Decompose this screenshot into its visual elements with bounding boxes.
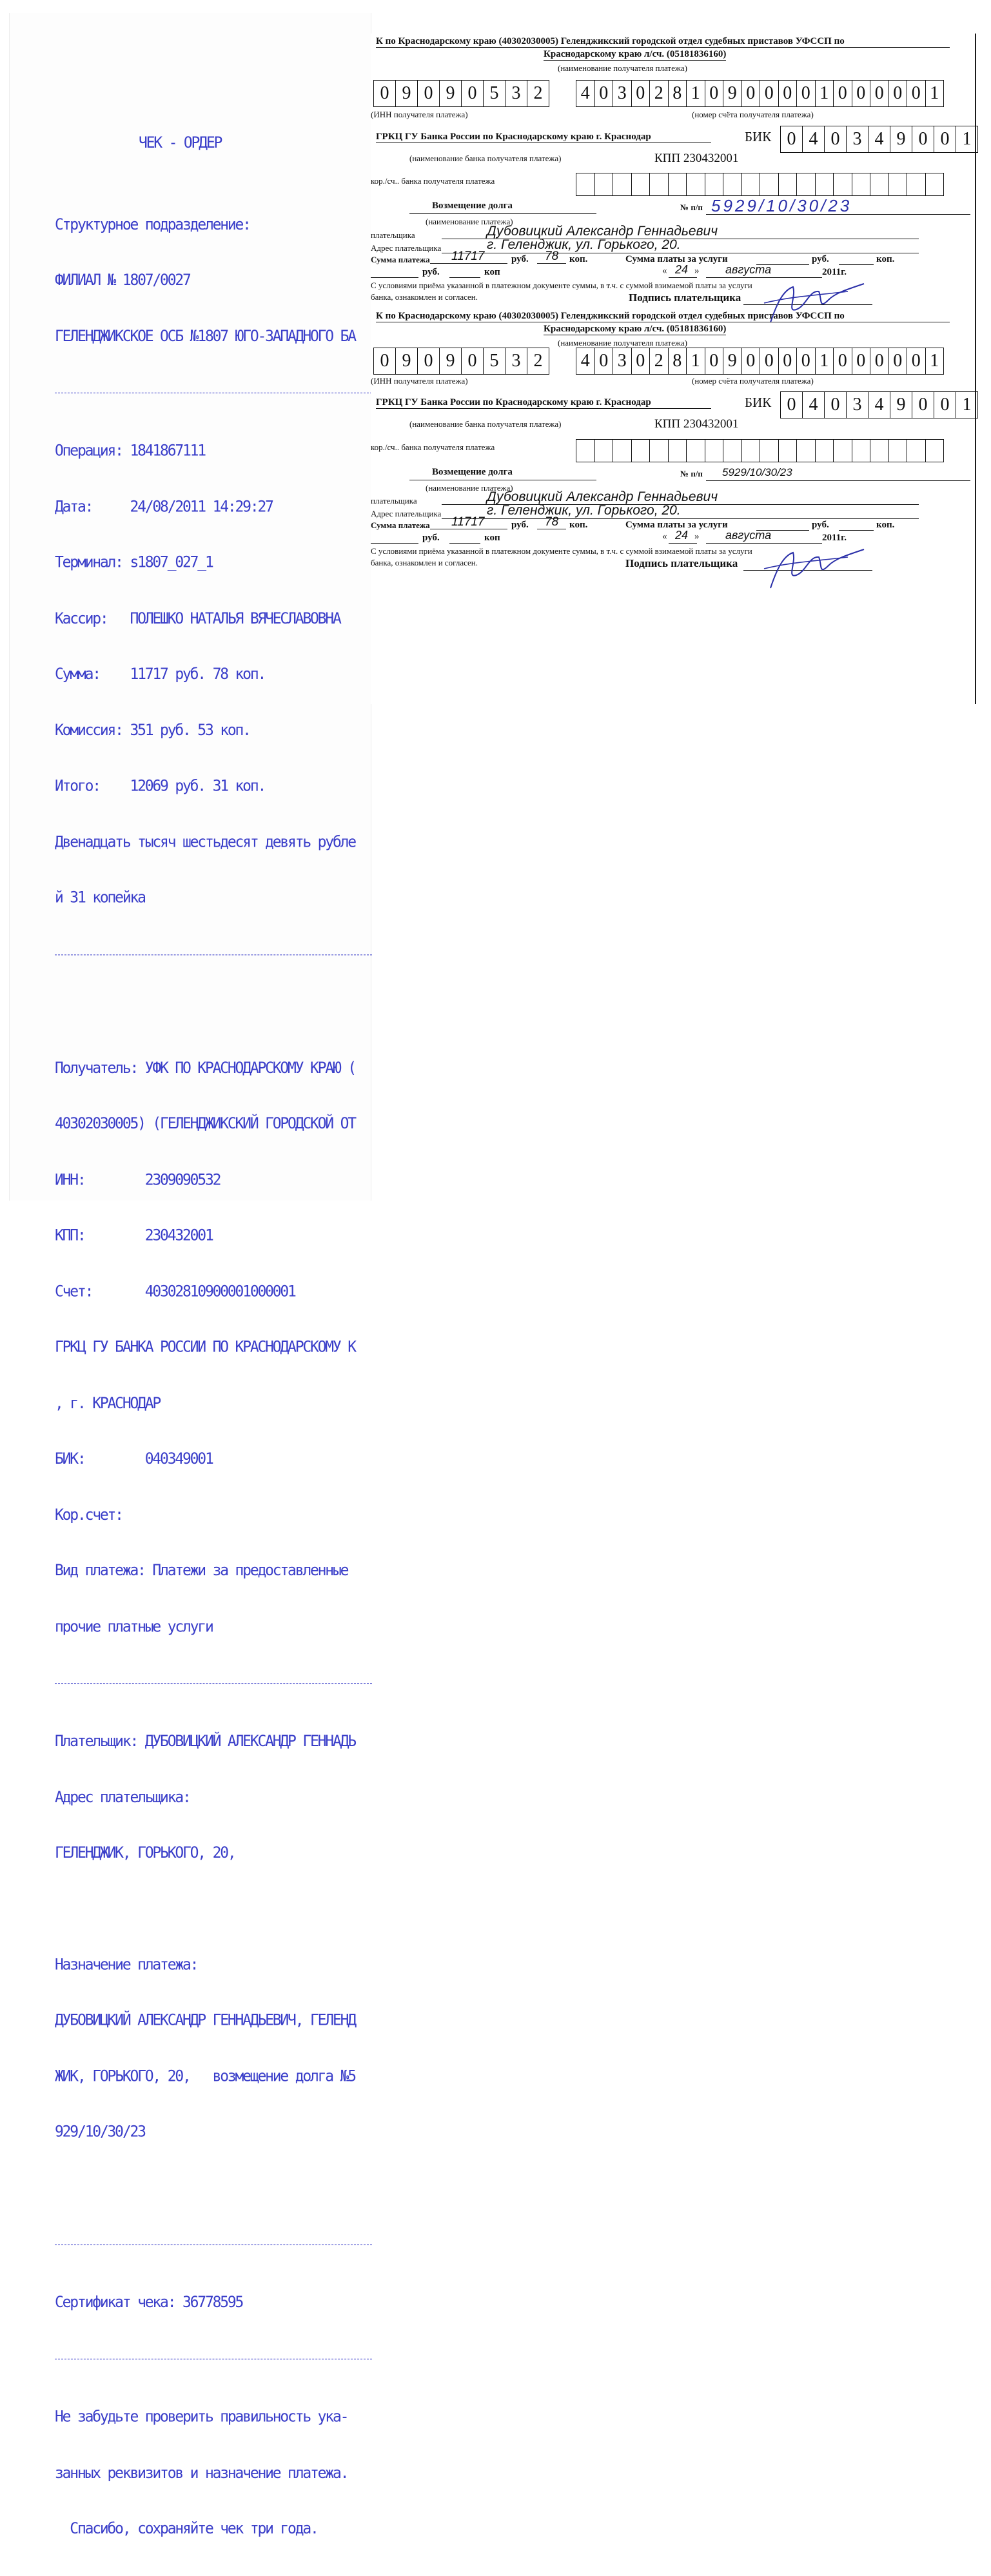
receipt-date: Дата: 24/08/2011 14:29:27 [55,498,273,516]
account-caption: (номер счёта получателя платежа) [692,110,814,119]
corr-caption: кор./сч.. банка получателя платежа [371,442,495,452]
kop-label: коп. [569,254,588,264]
sum-label: Сумма платежа [371,520,430,530]
bank-caption: (наименование банка получателя платежа) [409,419,562,429]
receipt-operation: Операция: 1841867111 [55,442,205,460]
signature-label: Подпись плательщика [629,291,741,304]
digit-cell: 0 [834,348,852,374]
receipt-payer: Плательщик: ДУБОВИЦКИЙ АЛЕКСАНДР ГЕННАДЬ [55,1732,355,1751]
account-boxes [576,348,944,375]
docnum-label: № п/п [680,202,703,212]
date-quote-close: » [694,266,700,276]
address: г. Геленджик, ул. Горького, 20. [487,237,681,252]
digit-cell [742,173,761,195]
terms-1: С условиями приёма указанной в платежном документе суммы, в т.ч. с суммой взимаемой платы за услуги [371,280,752,290]
digit-cell [687,440,705,462]
digit-cell [889,440,908,462]
digit-cell: 3 [613,348,632,374]
receipt-divider [55,2359,372,2360]
digit-cell: 0 [705,81,724,106]
digit-cell: 0 [462,348,484,374]
receipt-text [55,97,377,2576]
date-year: 2011г. [822,267,847,277]
receipt-commission: Комиссия: 351 руб. 53 коп. [55,721,250,739]
sum-rub: 11717 [451,515,485,529]
digit-cell: 2 [650,348,669,374]
digit-cell: 1 [962,395,972,415]
recipient-line-2: Краснодарскому краю л/сч. (05181836160) [544,49,727,59]
digit-cell: 0 [934,392,956,418]
docnum-label: № п/п [680,469,703,478]
receipt-inn: ИНН: 2309090532 [55,1170,221,1189]
corr-boxes [576,173,944,196]
receipt-bank-2: , г. КРАСНОДАР [55,1394,161,1412]
signature-scribble [758,542,867,593]
service-label: Сумма платы за услуги [625,254,728,264]
date-quote-close: » [694,531,700,542]
digit-cell: 1 [816,348,834,374]
receipt-recipient-2: 40302030005) (ГЕЛЕНДЖИКСКИЙ ГОРОДСКОЙ ОТ [55,1115,355,1133]
bik-label: БИК [745,395,772,410]
digit-cell: 4 [803,392,825,418]
digit-cell: 1 [962,129,972,149]
receipt-address-label: Адрес плательщика: [55,1788,190,1806]
bank-caption: (наименование банка получателя платежа) [409,153,562,163]
bik-boxes [780,126,978,153]
date-month: августа [725,529,772,542]
digit-cell: 1 [930,83,939,103]
address: г. Геленджик, ул. Горького, 20. [487,503,681,518]
digit-cell: 9 [723,81,742,106]
bank-name: ГРКЦ ГУ Банка России по Краснодарскому краю г. Краснодар [376,397,711,409]
digit-cell: 4 [868,392,890,418]
rub-label: руб. [511,520,529,530]
receipt-bank-1: ГРКЦ ГУ БАНКА РОССИИ ПО КРАСНОДАРСКОМУ К [55,1338,355,1356]
digit-cell: 0 [797,81,816,106]
receipt-divider [55,2244,372,2245]
digit-cell: 9 [440,348,462,374]
address-label: Адрес плательщика [371,243,442,253]
digit-cell: 9 [890,392,912,418]
digit-cell [926,440,944,462]
receipt-address: ГЕЛЕНДЖИК, ГОРЬКОГО, 20, [55,1844,235,1862]
recipient-caption: (наименование получателя платежа) [558,63,687,73]
account-caption: (номер счёта получателя платежа) [692,376,814,386]
digit-cell: 2 [533,83,543,103]
digit-cell [669,173,687,195]
digit-cell: 0 [374,348,396,374]
date-month: августа [725,263,772,276]
recipient-line-2: Краснодарскому краю л/сч. (05181836160) [544,324,727,334]
purpose: Возмещение долга [432,467,513,477]
digit-cell [650,173,669,195]
digit-cell [632,173,651,195]
recipient-line-1: К по Краснодарскому краю (40302030005) Геленджикский городской отдел судебных приставов УФССП по [376,311,950,322]
signature-label: Подпись плательщика [625,557,738,569]
receipt-title: ЧЕК - ОРДЕР [139,133,222,152]
digit-cell: 0 [870,81,889,106]
digit-cell: 0 [907,348,926,374]
date-quote-open: « [662,531,667,542]
digit-cell [650,440,669,462]
receipt-terminal: Терминал: s1807_027_1 [55,553,213,572]
receipt-certificate: Сертификат чека: 36778595 [55,2293,243,2312]
purpose: Возмещение долга [432,201,513,211]
receipt-total: Итого: 12069 руб. 31 коп. [55,777,266,795]
digit-cell: 9 [396,348,418,374]
digit-cell [576,440,595,462]
digit-cell: 0 [825,126,847,152]
digit-cell: 0 [889,348,908,374]
receipt-note-2: занных реквизитов и назначение платежа. [55,2464,348,2482]
digit-cell: 5 [484,348,505,374]
digit-cell: 4 [576,81,595,106]
digit-cell: 0 [632,81,651,106]
digit-cell [852,173,871,195]
digit-cell: 1 [687,81,705,106]
digit-cell: 3 [613,81,632,106]
digit-cell: 1 [930,351,939,371]
sum-rub: 11717 [451,250,485,263]
digit-cell [669,440,687,462]
receipt-strip [9,13,371,2538]
kpp: КПП 230432001 [654,417,739,431]
date-day: 24 [675,263,689,276]
kpp: КПП 230432001 [654,152,739,165]
inn-boxes [373,80,549,107]
digit-cell: 0 [781,126,803,152]
digit-cell [760,440,779,462]
digit-cell: 0 [779,81,798,106]
receipt-payment-type-2: прочие платные услуги [55,1617,213,1636]
receipt-corr-account: Кор.счет: [55,1506,123,1524]
digit-cell: 9 [396,81,418,106]
digit-cell [613,440,632,462]
digit-cell: 1 [816,81,834,106]
corr-boxes [576,439,944,462]
service-kop: коп. [876,520,895,530]
digit-cell [613,173,632,195]
digit-cell [852,440,871,462]
digit-cell: 0 [632,348,651,374]
receipt-account: Счет: 40302810900001000001 [55,1283,295,1301]
corr-caption: кор./сч.. банка получателя платежа [371,176,495,186]
digit-cell [816,173,834,195]
terms-1: С условиями приёма указанной в платежном документе суммы, в т.ч. с суммой взимаемой платы за услуги [371,546,752,556]
receipt-note-1: Не забудьте проверить правильность ука- [55,2408,348,2426]
inn-boxes [373,348,549,375]
purpose-caption: (наименование платежа) [426,217,513,226]
sum-kop: 78 [545,515,559,529]
receipt-purpose-2: ЖИК, ГОРЬКОГО, 20, возмещение долга №5 [55,2067,355,2085]
digit-cell: 8 [669,348,687,374]
itogo-kop: коп [484,267,500,277]
rub-label: руб. [511,254,529,264]
payer-label: платељщика [371,230,415,240]
date-quote-open: « [662,266,667,276]
digit-cell: 0 [742,348,761,374]
digit-cell [834,440,852,462]
recipient-caption: (наименование получателя платежа) [558,338,687,348]
digit-cell: 0 [781,392,803,418]
docnum: 5929/10/30/23 [722,466,792,478]
digit-cell: 4 [803,126,825,152]
digit-cell: 0 [779,348,798,374]
digit-cell [760,173,779,195]
kop-label: коп. [569,520,588,530]
digit-cell [687,173,705,195]
recipient-line-1: К по Краснодарскому краю (40302030005) Геленджикский городской отдел судебных приставов УФССП по [376,36,950,48]
receipt-bik: БИК: 040349001 [55,1450,213,1468]
address-label: Адрес плательщика [371,509,442,518]
digit-cell: 0 [912,126,934,152]
digit-cell [870,173,889,195]
digit-cell [907,173,926,195]
digit-cell: 0 [870,348,889,374]
digit-cell [926,173,944,195]
digit-cell [595,440,614,462]
digit-cell: 3 [505,348,527,374]
receipt-purpose-3: 929/10/30/23 [55,2123,145,2141]
digit-cell [797,440,816,462]
receipt-divider [55,1683,372,1684]
receipt-note-3: Спасибо, сохраняйте чек три года. [55,2519,318,2538]
digit-cell: 0 [760,81,779,106]
digit-cell [797,173,816,195]
receipt-total-words-2: й 31 копейка [55,889,145,907]
docnum: 5929/10/30/23 [711,196,852,215]
digit-cell: 5 [484,81,505,106]
receipt-divider [55,393,372,394]
digit-cell: 0 [825,392,847,418]
digit-cell [723,440,742,462]
bik-boxes [780,391,978,418]
digit-cell [723,173,742,195]
digit-cell: 9 [440,81,462,106]
date-year: 2011г. [822,533,847,543]
receipt-divider [55,954,372,956]
service-rub: руб. [812,254,829,264]
digit-cell: 0 [852,81,871,106]
bank-name: ГРКЦ ГУ Банка России по Краснодарскому краю г. Краснодар [376,132,711,143]
digit-cell: 8 [669,81,687,106]
receipt-recipient-1: Получатель: УФК ПО КРАСНОДАРСКОМУ КРАЮ ( [55,1059,355,1077]
digit-cell [779,440,798,462]
date-day: 24 [675,529,689,542]
digit-cell: 0 [934,126,956,152]
digit-cell: 9 [723,348,742,374]
sum-label: Сумма платежа [371,255,430,264]
digit-cell: 2 [650,81,669,106]
digit-cell [779,173,798,195]
digit-cell [907,440,926,462]
receipt-unit-label: Структурное подразделение: [55,215,250,233]
digit-cell: 9 [890,126,912,152]
payer-name: Дубовицкий Александр Геннадьевич [487,224,718,239]
inn-caption: (ИНН получателя платежа) [371,110,468,119]
digit-cell: 0 [912,392,934,418]
digit-cell: 0 [595,81,614,106]
receipt-sum: Сумма: 11717 руб. 78 коп. [55,665,266,683]
bik-label: БИК [745,129,772,144]
itogo-rub: руб. [422,267,440,277]
digit-cell: 0 [797,348,816,374]
terms-2: банка, ознакомлен и согласен. [371,558,478,567]
digit-cell: 0 [418,348,440,374]
digit-cell: 3 [847,392,868,418]
itogo-kop: коп [484,533,500,543]
digit-cell: 0 [705,348,724,374]
itogo-rub: руб. [422,533,440,543]
digit-cell [834,173,852,195]
service-kop: коп. [876,254,895,264]
purpose-caption: (наименование платежа) [426,483,513,493]
digit-cell: 4 [576,348,595,374]
digit-cell: 1 [687,348,705,374]
service-label: Сумма платы за услуги [625,520,728,530]
digit-cell: 0 [889,81,908,106]
digit-cell: 2 [533,351,543,371]
receipt-total-words-1: Двенадцать тысяч шестьдесят девять рубле [55,832,355,851]
digit-cell: 0 [834,81,852,106]
digit-cell [870,440,889,462]
sum-kop: 78 [545,250,559,263]
digit-cell: 4 [868,126,890,152]
receipt-kpp: КПП: 230432001 [55,1226,213,1244]
digit-cell: 0 [595,348,614,374]
digit-cell: 0 [742,81,761,106]
digit-cell: 0 [852,348,871,374]
receipt-payment-type-1: Вид платежа: Платежи за предоставленные [55,1562,348,1580]
payer-name: Дубовицкий Александр Геннадьевич [487,489,718,504]
digit-cell: 3 [505,81,527,106]
receipt-branch: ФИЛИАЛ № 1807/0027 [55,271,190,290]
receipt-cashier: Кассир: ПОЛЕШКО НАТАЛЬЯ ВЯЧЕСЛАВОВНА [55,609,340,627]
terms-2: банка, ознакомлен и согласен. [371,292,478,302]
inn-caption: (ИНН получателя платежа) [371,376,468,386]
receipt-branch-name: ГЕЛЕНДЖИКСКОЕ ОСБ №1807 ЮГО-ЗАПАДНОГО БА [55,327,355,345]
digit-cell: 0 [760,348,779,374]
digit-cell: 0 [462,81,484,106]
digit-cell: 3 [847,126,868,152]
digit-cell [576,173,595,195]
digit-cell [705,440,724,462]
digit-cell: 0 [418,81,440,106]
receipt-purpose-label: Назначение платежа: [55,1955,198,1974]
digit-cell: 0 [374,81,396,106]
digit-cell [816,440,834,462]
digit-cell [889,173,908,195]
digit-cell: 0 [907,81,926,106]
payment-form [371,34,976,704]
digit-cell [742,440,761,462]
service-rub: руб. [812,520,829,530]
receipt-purpose-1: ДУБОВИЦКИЙ АЛЕКСАНДР ГЕННАДЬЕВИЧ, ГЕЛЕНД [55,2011,355,2029]
account-boxes [576,80,944,107]
payer-label: плательщика [371,496,417,506]
digit-cell [632,440,651,462]
digit-cell [705,173,724,195]
digit-cell [595,173,614,195]
